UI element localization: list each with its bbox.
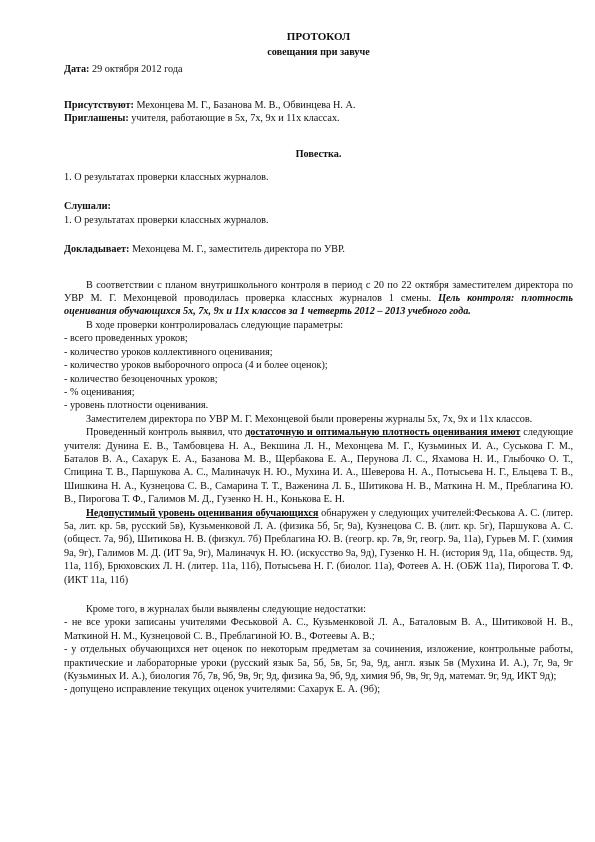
list-item: - % оценивания;: [64, 386, 135, 398]
heard-item: 1. О результатах проверки классных журналов.: [64, 214, 269, 226]
bad-level-phrase: Недопустимый уровень оценивания обучающихся: [86, 507, 319, 519]
good-teachers-list: следующие учителя: Дунина Е. В., Тамбовцева Н. А., Векшина Л. Н., Мехонцева М. Г., Кузьминых И. А., Суськова Г. М., Баталов В. А., Сахарук Е. А., Базанова М. В., Щербакова Е. А., Перунова Л. С., Яхамова Н. И., Глыбочко О. Т., Спицина Т. В., Паршукова А. С., Малиначук Н. Ю., Мухина И. А., Шеверова Н. А., Потысьева Н. Г., Ельцева Т. В., Шишкина Н. А., Кузнецова С. В., Самарина Т. Т., Важенина Л. Б., Шитикова Н. В., Маткина Н. М., Преблагина Ю. В., Пирогова Т. Ф., Галимов М. Д., Гузенко Н. Н., Конькова Е. Н.: [64, 427, 573, 506]
agenda-item: 1. О результатах проверки классных журналов.: [64, 172, 269, 184]
present-value: Мехонцева М. Г., Базанова М. В., Обвинцева Н. А.: [133, 99, 356, 111]
reporter-label: Докладывает:: [64, 244, 130, 256]
list-item: - количество уроков выборочного опроса (4 и более оценок);: [64, 360, 328, 372]
good-intro: Проведенный контроль выявил, что: [86, 427, 246, 439]
meeting-date: [64, 63, 573, 76]
present-label: Присутствуют:: [64, 99, 134, 111]
control-goal: Цель контроля: плотность оценивания обучающихся 5х, 7х, 9х и 11х классов за 1 четверть 2012 – 2013 учебного года.: [64, 293, 574, 318]
params-intro: В ходе проверки контролировалась следующие параметры:: [86, 319, 344, 331]
list-item: - не все уроки записаны учителями Феськовой А. С., Кузьменковой Л. А., Баталовым В. А., Шитиковой Н. В., Маткиной Н. М., Кузнецовой С. В., Преблагиной Ю. В., Фотеевы А. В.;: [64, 617, 573, 642]
list-item: - количество безоценочных уроков;: [64, 373, 218, 385]
document-subtitle: совещания при завуче: [267, 47, 370, 58]
document-title: ПРОТОКОЛ: [286, 31, 351, 43]
intro-text: В соответствии с планом внутришкольного контроля в период с 20 по 22 октября заместителем директора по УВР М. Г. Мехонцевой проводилась проверка классных журналов 1 смены.: [64, 279, 573, 305]
present-line: [64, 99, 573, 112]
good-density-phrase: достаточную и оптимальную плотность оценивания имеют: [245, 427, 521, 439]
bad-teachers-paragraph: [64, 507, 573, 587]
agenda-heading: Повестка.: [295, 148, 342, 160]
good-teachers-paragraph: [64, 426, 573, 506]
list-item: - у отдельных обучающихся нет оценок по некоторым предметам за сочинения, изложение, контрольные работы, практические и лабораторные уроки (русский язык 5а, 5б, 5в, 5г, 9а, 9д, англ. язык 5в (Мухина И. А.), 7г, 9а, 9г (Кузьминых И. А.), биология 7б, 7в, 9б, 9в, 9г, 9д, физика 9а, 9б, 9д, химия 9б, 9в, 9г, 9д, математ. 9г, 9д, ИКТ 9д);: [64, 644, 573, 683]
shortcomings-intro: Кроме того, в журналах были выявлены следующие недостатки:: [86, 604, 366, 615]
intro-paragraph: [64, 279, 573, 319]
list-item: - всего проведенных уроков;: [64, 333, 188, 345]
date-label: Дата:: [64, 64, 90, 76]
list-item: - количество уроков коллективного оценивания;: [64, 346, 273, 358]
heard-label: Слушали:: [64, 201, 111, 213]
reporter-value: Мехонцева М. Г., заместитель директора по УВР.: [129, 244, 345, 256]
list-item: - уровень плотности оценивания.: [64, 400, 209, 412]
invited-label: Приглашены:: [64, 113, 129, 125]
params-list: [64, 332, 573, 412]
date-value: 29 октября 2012 года: [89, 64, 183, 76]
reporter-line: [64, 243, 573, 256]
invited-line: [64, 112, 573, 125]
invited-value: учителя, работающие в 5х, 7х, 9х и 11х классах.: [128, 113, 340, 125]
bad-teachers-list: обнаружен у следующих учителей:Феськова А. С. (литер. 5а, лит. кр. 5в, русский 5в), Кузьменковой Л. А. (физика 5б, 5г, 9а), Кузнецова С. В. (лит. кр. 5г), Паршукова А. С. (общест. 7а, 9б), Шитикова Н. В. (физкул. 7б) Преблагина Ю. В. (геогр. кр. 7в, 9г, геогр. 9а, 11а), Гурьев М. Г. (химия 9а, 9г), Галимов М. Д. (ИТ 9а, 9г), Малиначук Н. Ю. (искусство 9а, 9д), Гузенко Н. Н. (история 9д, 11а, обществ. 9д, 11а, 11б), Брюховских Л. Н. (литер. 11а, 11б), Потысьева Н. Г. (биолог. 11а), Фотеев А. Н. (ОБЖ 11а), Пирогова Т. Ф. (ИКТ 11а, 11б): [64, 507, 574, 586]
list-item: - допущено исправление текущих оценок учителями: Сахарук Е. А. (9б);: [64, 684, 381, 696]
checked-paragraph: Заместителем директора по УВР М. Г. Мехонцевой были проверены журналы 5х, 7х, 9х и 11х классов.: [86, 413, 533, 425]
